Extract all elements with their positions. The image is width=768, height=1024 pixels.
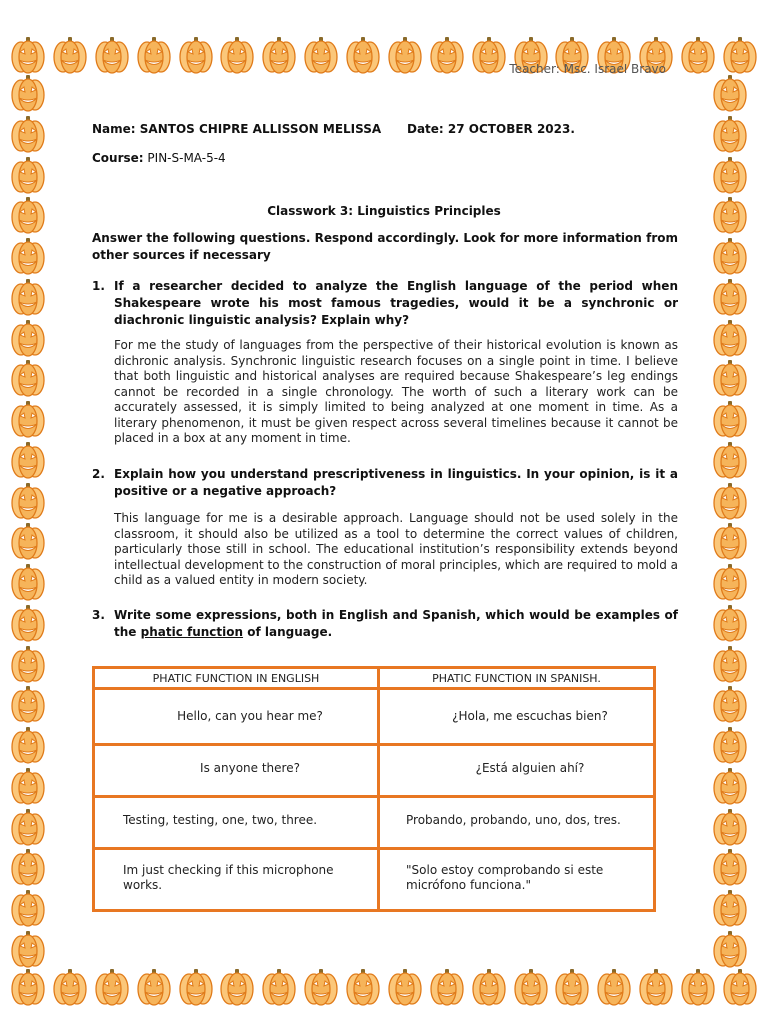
pumpkin-icon xyxy=(387,968,423,1006)
pumpkin-icon xyxy=(10,319,46,357)
table-row-divider xyxy=(95,743,653,746)
pumpkin-icon xyxy=(10,74,46,112)
table-cell-spanish: ¿Está alguien ahí? xyxy=(475,761,585,775)
pumpkin-icon xyxy=(10,848,46,886)
pumpkin-icon xyxy=(722,36,758,74)
question-text xyxy=(114,607,678,641)
name-label: Name: xyxy=(92,122,136,136)
table-row-divider xyxy=(95,847,653,850)
pumpkin-icon xyxy=(10,889,46,927)
question-text-start: Write some expressions, both in English and Spanish, which would be examples of the xyxy=(114,608,678,639)
pumpkin-icon xyxy=(52,968,88,1006)
pumpkin-icon xyxy=(10,237,46,275)
question-text: If a researcher decided to analyze the English language of the period when Shakespeare wrote his most famous tragedies, would it be a synchronic or diachronic linguistic analysis? Explain why? xyxy=(114,279,678,327)
pumpkin-icon xyxy=(303,968,339,1006)
phatic-function-term: phatic function xyxy=(140,625,244,639)
pumpkin-icon xyxy=(712,767,748,805)
document-title: Classwork 3: Linguistics Principles xyxy=(267,204,501,218)
table-header-english: PHATIC FUNCTION IN ENGLISH xyxy=(152,672,320,685)
pumpkin-icon xyxy=(471,968,507,1006)
pumpkin-icon xyxy=(712,115,748,153)
pumpkin-icon xyxy=(178,968,214,1006)
pumpkin-icon xyxy=(261,968,297,1006)
pumpkin-icon xyxy=(513,968,549,1006)
teacher-line: Teacher: Msc. Israel Bravo xyxy=(509,64,666,76)
table-cell-spanish: Probando, probando, uno, dos, tres. xyxy=(406,813,621,827)
pumpkin-icon xyxy=(680,968,716,1006)
question-text-end: of language. xyxy=(243,625,333,639)
table-header-spanish: PHATIC FUNCTION IN SPANISH. xyxy=(432,672,601,685)
pumpkin-icon xyxy=(10,359,46,397)
student-info-row xyxy=(92,122,680,136)
table-row-divider xyxy=(95,687,653,690)
pumpkin-icon xyxy=(10,767,46,805)
instructions: Answer the following questions. Respond accordingly. Look for more information from other sources if necessary xyxy=(92,231,678,262)
pumpkin-icon xyxy=(712,400,748,438)
pumpkin-icon xyxy=(712,808,748,846)
pumpkin-icon xyxy=(712,74,748,112)
pumpkin-icon xyxy=(10,930,46,968)
pumpkin-icon xyxy=(722,968,758,1006)
pumpkin-icon xyxy=(10,156,46,194)
pumpkin-icon xyxy=(712,237,748,275)
decorative-border-right xyxy=(712,74,748,968)
question-3 xyxy=(92,607,678,641)
course-label: Course: xyxy=(92,151,144,165)
pumpkin-icon xyxy=(10,563,46,601)
pumpkin-icon xyxy=(712,563,748,601)
pumpkin-icon xyxy=(680,36,716,74)
question-1 xyxy=(92,278,678,329)
date-field xyxy=(407,122,575,136)
date-value: 27 OCTOBER 2023. xyxy=(447,122,575,136)
pumpkin-icon xyxy=(10,482,46,520)
question-2 xyxy=(92,466,678,500)
name-value: SANTOS CHIPRE ALLISSON MELISSA xyxy=(139,122,382,136)
pumpkin-icon xyxy=(345,968,381,1006)
table-cell-english: Hello, can you hear me? xyxy=(177,709,323,723)
pumpkin-icon xyxy=(94,968,130,1006)
pumpkin-icon xyxy=(712,522,748,560)
question-number: 2. xyxy=(92,467,105,481)
pumpkin-icon xyxy=(10,604,46,642)
table-row-divider xyxy=(95,795,653,798)
question-number: 1. xyxy=(92,279,105,293)
pumpkin-icon xyxy=(10,685,46,723)
table-column-divider xyxy=(377,669,380,909)
pumpkin-icon xyxy=(52,36,88,74)
pumpkin-icon xyxy=(429,968,465,1006)
pumpkin-icon xyxy=(712,848,748,886)
pumpkin-icon xyxy=(712,196,748,234)
pumpkin-icon xyxy=(596,968,632,1006)
pumpkin-icon xyxy=(554,968,590,1006)
phatic-function-table xyxy=(92,666,656,912)
pumpkin-icon xyxy=(712,278,748,316)
course-row xyxy=(92,151,226,165)
pumpkin-icon xyxy=(712,685,748,723)
pumpkin-icon xyxy=(712,319,748,357)
decorative-border-bottom xyxy=(10,968,758,1006)
answer-1: For me the study of languages from the perspective of their historical evolution is known as dichronic analysis. Synchronic linguistic research focuses on a single point in time. I believe that both linguistic and historical analyses are required because Shakespeare’s leg endings cannot be recorded in a single chronology. The worth of such a literary work can be accurately assessed, it is simply limited to being analyzed at one moment in time. As a literary phenomenon, it must be given respect across several timelines because it cannot be placed in a box at any moment in time. xyxy=(114,338,678,445)
table-cell-english: Im just checking if this microphone works. xyxy=(123,863,334,892)
answer-2: This language for me is a desirable approach. Language should not be used solely in the classroom, it should also be utilized as a tool to determine the correct values of children, particularly those still in school. The educational institution’s responsibility extends beyond intellectual development to the construction of moral principles, which are required to mold a child as a valued entity in modern society. xyxy=(114,511,678,587)
question-number: 3. xyxy=(92,608,105,622)
document-page xyxy=(92,60,680,940)
pumpkin-icon xyxy=(10,968,46,1006)
pumpkin-icon xyxy=(10,808,46,846)
pumpkin-icon xyxy=(10,36,46,74)
pumpkin-icon xyxy=(219,968,255,1006)
pumpkin-icon xyxy=(712,604,748,642)
pumpkin-icon xyxy=(10,115,46,153)
pumpkin-icon xyxy=(712,889,748,927)
pumpkin-icon xyxy=(712,441,748,479)
pumpkin-icon xyxy=(712,726,748,764)
pumpkin-icon xyxy=(10,400,46,438)
table-cell-spanish: ¿Hola, me escuchas bien? xyxy=(452,709,608,723)
course-value: PIN-S-MA-5-4 xyxy=(147,151,226,165)
pumpkin-icon xyxy=(712,156,748,194)
pumpkin-icon xyxy=(712,930,748,968)
decorative-border-left xyxy=(10,74,46,968)
pumpkin-icon xyxy=(10,645,46,683)
pumpkin-icon xyxy=(712,359,748,397)
pumpkin-icon xyxy=(10,196,46,234)
table-cell-english: Is anyone there? xyxy=(200,761,300,775)
pumpkin-icon xyxy=(10,441,46,479)
question-text: Explain how you understand prescriptiveness in linguistics. In your opinion, is it a positive or a negative approach? xyxy=(114,467,678,498)
pumpkin-icon xyxy=(10,726,46,764)
pumpkin-icon xyxy=(136,968,172,1006)
pumpkin-icon xyxy=(10,278,46,316)
table-cell-english: Testing, testing, one, two, three. xyxy=(123,813,318,827)
pumpkin-icon xyxy=(10,522,46,560)
table-cell-spanish: "Solo estoy comprobando si este micrófono funciona." xyxy=(406,863,604,892)
pumpkin-icon xyxy=(712,645,748,683)
pumpkin-icon xyxy=(638,968,674,1006)
date-label: Date: xyxy=(407,122,444,136)
pumpkin-icon xyxy=(712,482,748,520)
